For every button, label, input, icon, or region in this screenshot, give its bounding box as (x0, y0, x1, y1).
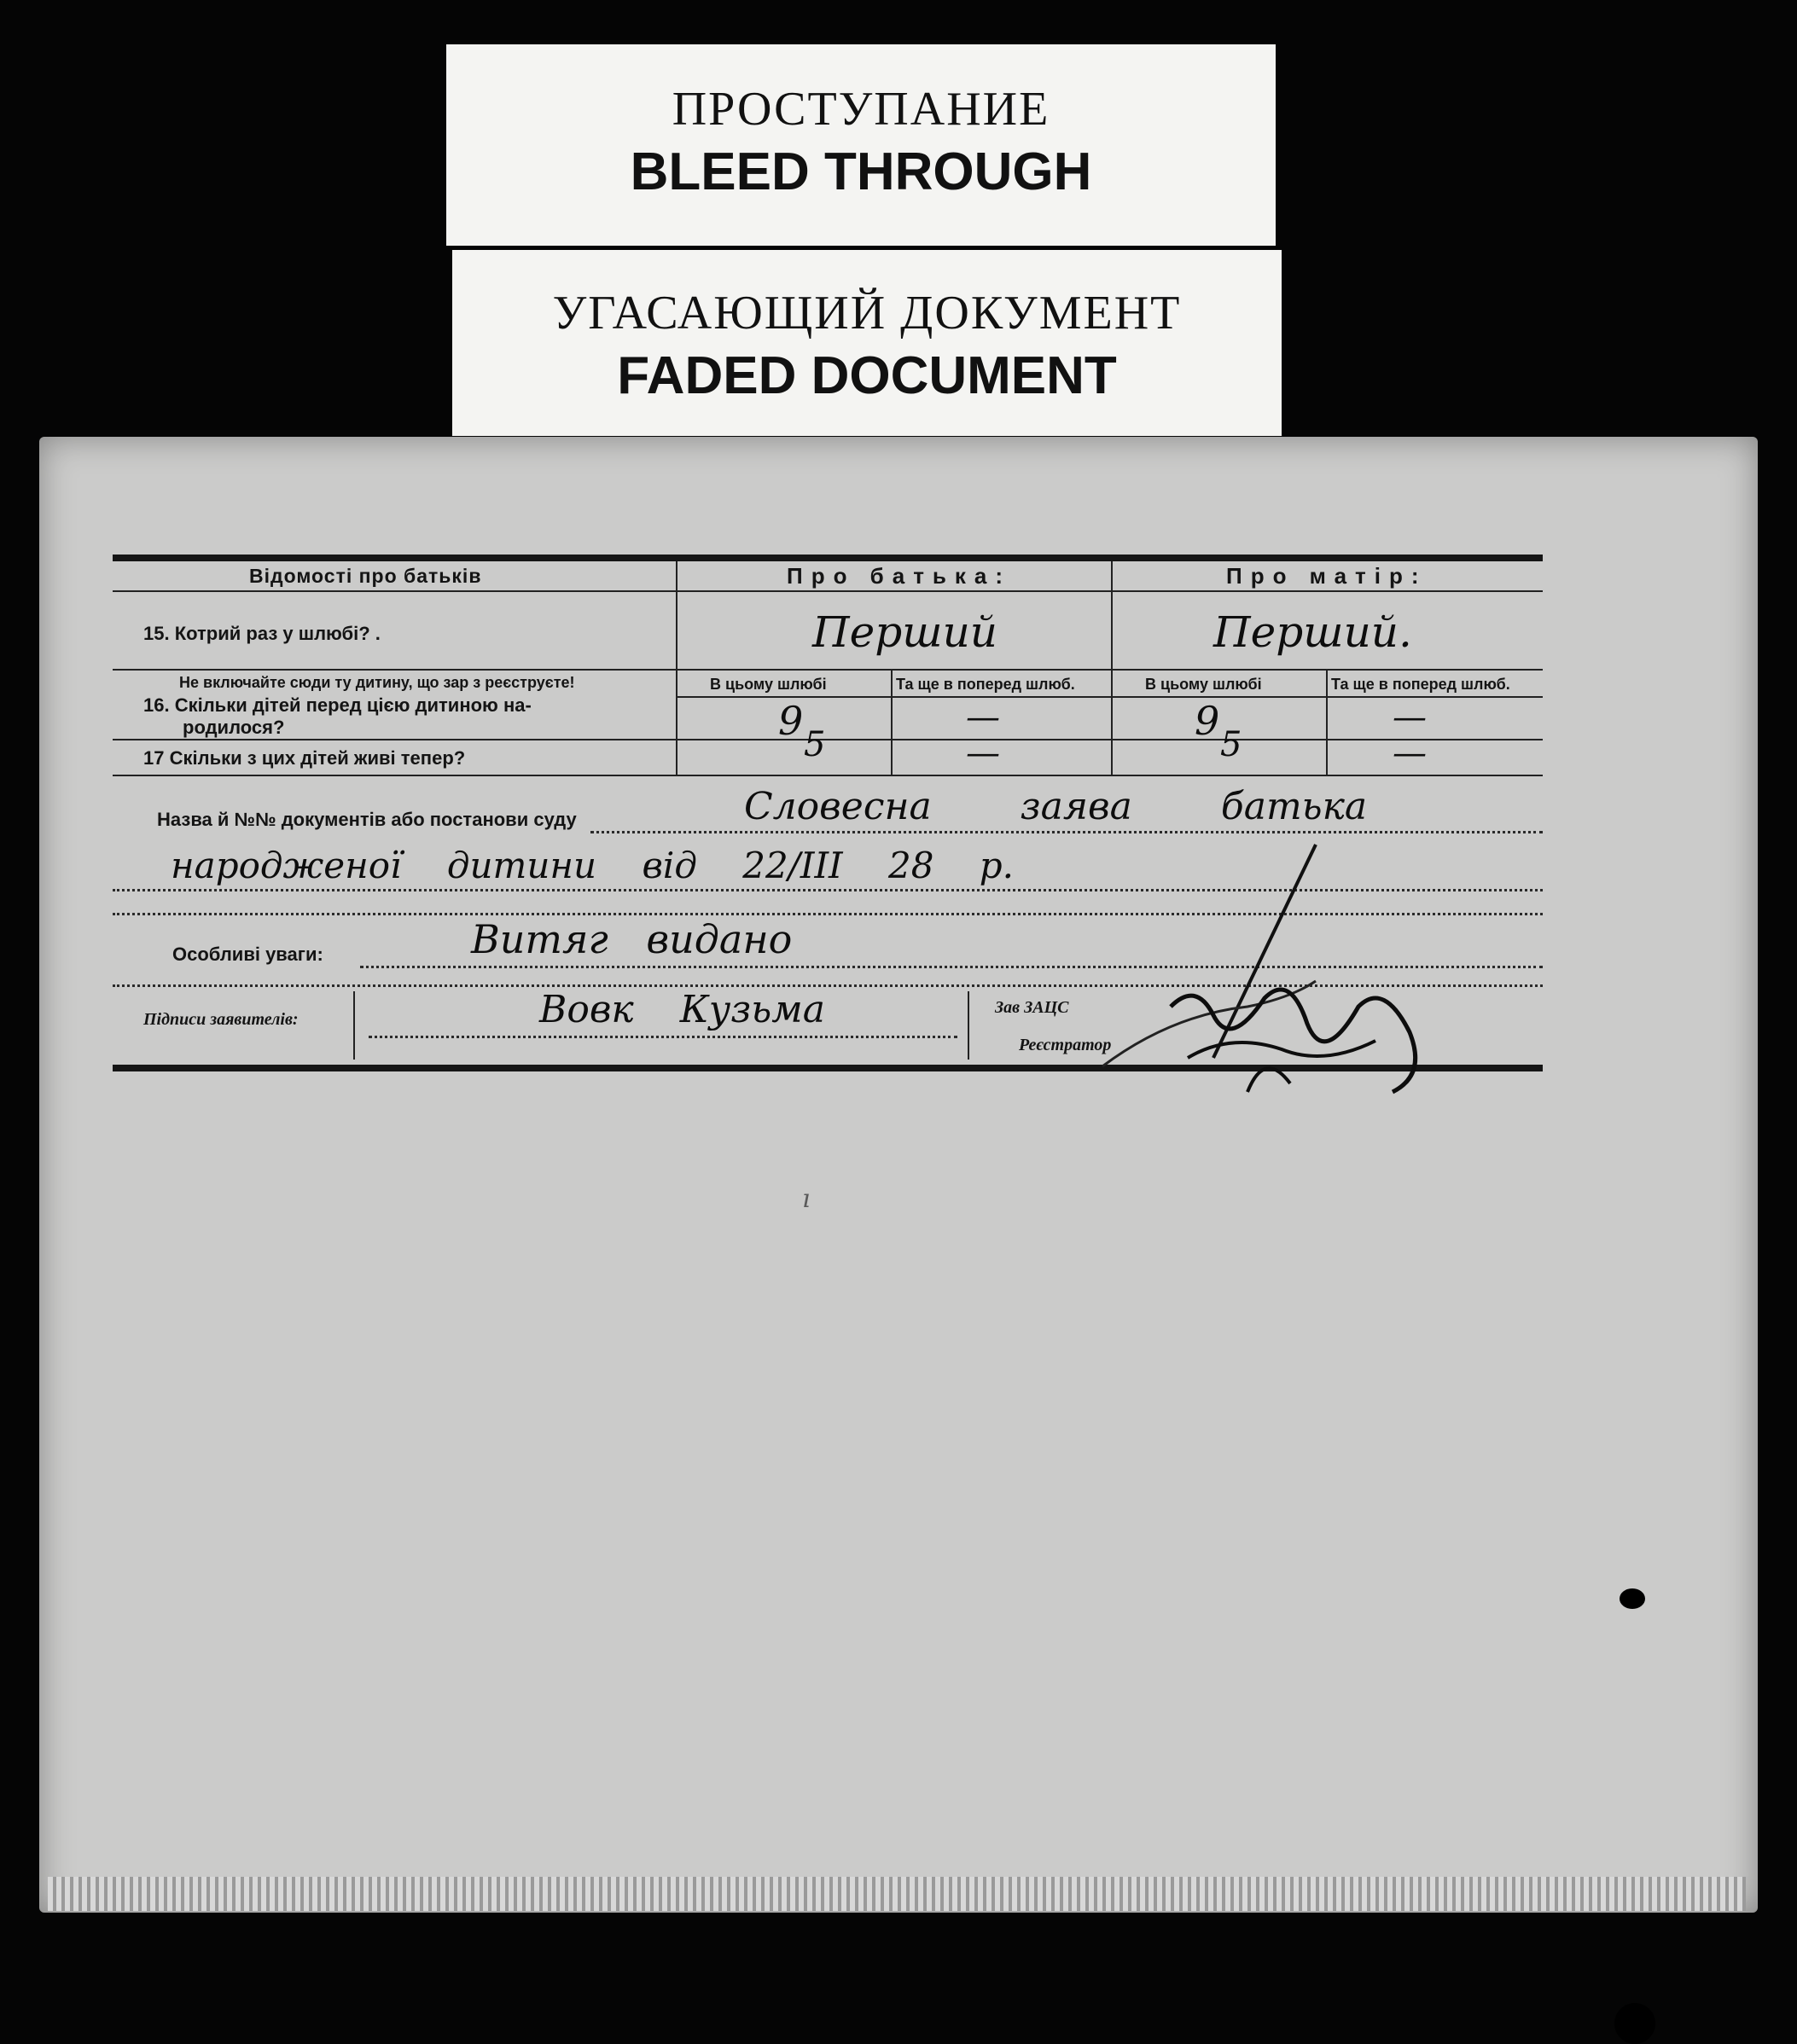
q17-label: 17 Скільки з цих дітей живі тепер? (143, 747, 466, 769)
q16-father-sub-this: В цьому шлюбі (710, 676, 827, 693)
target-bleed-ru: ПРОСТУПАНИЕ (672, 83, 1050, 136)
q15-father-value: Перший (812, 607, 997, 657)
documents-value-line2: народженої дитини від 22/III 28 р. (171, 845, 1015, 886)
official-signature (1119, 836, 1512, 1126)
col-divider (891, 669, 893, 775)
q17-father-prev: — (966, 734, 1000, 773)
divider (113, 590, 1543, 592)
q16-mother-sub-this: В цьому шлюбі (1145, 676, 1262, 693)
signatures-label: Підписи заявителів: (143, 1010, 299, 1029)
punch-hole (1620, 1588, 1645, 1609)
signatures-value: Вовк Кузьма (539, 988, 825, 1031)
q17-mother-this: 5 (1220, 725, 1242, 764)
target-faded-document (452, 250, 1282, 436)
q16-father-sub-prev: Та ще в поперед шлюб. (896, 676, 1075, 693)
header-mother: Про матір: (1226, 563, 1428, 589)
target-bleed-en: BLEED THROUGH (630, 142, 1092, 201)
target-faded-ru: УГАСАЮЩИЙ ДОКУМЕНТ (552, 287, 1182, 340)
documents-label: Назва й №№ документів або постанови суду (157, 809, 577, 830)
head-label: Зав ЗАЦС (995, 998, 1069, 1017)
q16-note: Не включайте сюди ту дитину, що зар з реєструєте! (179, 674, 575, 691)
col-divider (353, 991, 355, 1060)
q16-mother-prev: — (1393, 698, 1427, 737)
col-divider (968, 991, 969, 1060)
fill-line (590, 831, 1543, 833)
target-faded-en: FADED DOCUMENT (617, 346, 1117, 405)
col-divider (676, 561, 678, 775)
registrar-label: Реєстратор (1019, 1036, 1112, 1054)
bleed-through-mark: ı (802, 1184, 811, 1214)
q16-mother-this: 9 (1195, 698, 1220, 744)
divider (113, 669, 1543, 671)
documents-value-line1: Словесна заява батька (744, 785, 1368, 828)
divider (113, 775, 1543, 776)
target-bleed-through (446, 44, 1276, 246)
q15-mother-value: Перший. (1213, 607, 1412, 657)
q16-label-line1: 16. Скільки дітей перед цією дитиною на- (143, 694, 532, 716)
q15-label: 15. Котрий раз у шлюбі? . (143, 623, 381, 644)
q17-father-this: 5 (804, 725, 826, 764)
q16-father-this: 9 (778, 698, 804, 744)
punch-hole (1614, 2003, 1655, 2044)
q16-label-line2: родилося? (183, 717, 285, 738)
divider (113, 739, 1543, 740)
registration-form (113, 555, 1543, 1071)
header-father: Про батька: (787, 563, 1012, 589)
top-rule (113, 555, 1543, 561)
remarks-value: Витяг видано (471, 916, 793, 962)
q16-father-prev: — (966, 698, 1000, 737)
header-parents: Відомості про батьків (249, 565, 482, 587)
perforated-edge (48, 1877, 1746, 1911)
fill-line (369, 1036, 957, 1038)
remarks-label: Особливі уваги: (172, 944, 323, 965)
q16-mother-sub-prev: Та ще в поперед шлюб. (1331, 676, 1510, 693)
q17-mother-prev: — (1393, 734, 1427, 773)
col-divider (1111, 561, 1113, 775)
col-divider (1326, 669, 1328, 775)
